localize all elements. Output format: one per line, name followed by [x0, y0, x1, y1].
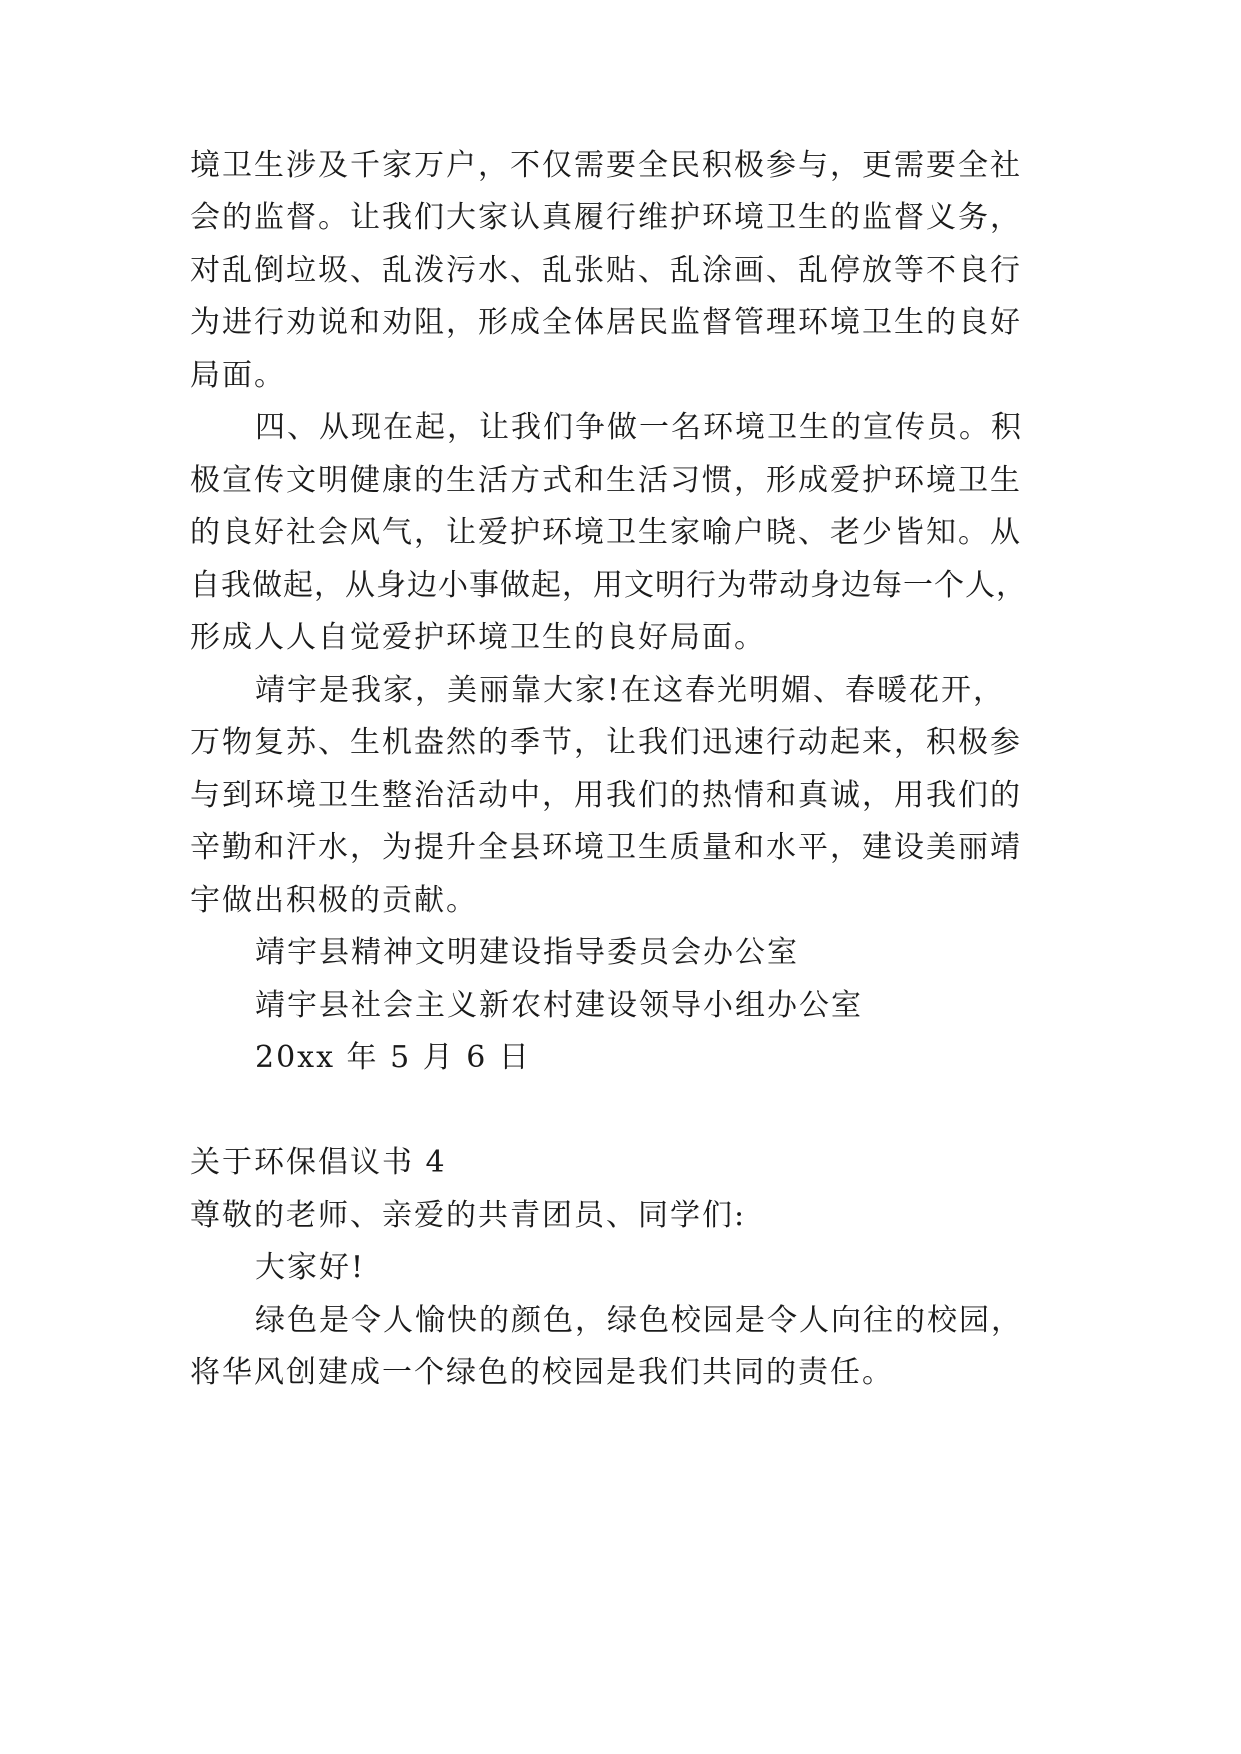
section-title: 关于环保倡议书 4 — [190, 1145, 447, 1180]
body-line: 为进行劝说和劝阻，形成全体居民监督管理环境卫生的良好 — [190, 305, 1022, 340]
body-line: 局面。 — [190, 358, 286, 393]
body-line: 万物复苏、生机盎然的季节，让我们迅速行动起来，积极参 — [190, 725, 1022, 760]
greeting: 大家好! — [255, 1250, 366, 1285]
body-line: 对乱倒垃圾、乱泼污水、乱张贴、乱涂画、乱停放等不良行 — [190, 253, 1022, 288]
body-line: 宇做出积极的贡献。 — [190, 883, 478, 918]
body-line: 与到环境卫生整治活动中，用我们的热情和真诚，用我们的 — [190, 778, 1022, 813]
paragraph-first-line: 四、从现在起，让我们争做一名环境卫生的宣传员。积 — [255, 410, 1023, 445]
signature-date: 20xx 年 5 月 6 日 — [255, 1040, 531, 1075]
body-line: 会的监督。让我们大家认真履行维护环境卫生的监督义务， — [190, 200, 1022, 235]
body-line: 极宣传文明健康的生活方式和生活习惯，形成爱护环境卫生 — [190, 463, 1022, 498]
body-line: 将华风创建成一个绿色的校园是我们共同的责任。 — [190, 1355, 894, 1390]
signature-org-2: 靖宇县社会主义新农村建设领导小组办公室 — [255, 988, 863, 1023]
signature-org-1: 靖宇县精神文明建设指导委员会办公室 — [255, 935, 799, 970]
body-line: 形成人人自觉爱护环境卫生的良好局面。 — [190, 620, 766, 655]
body-line: 的良好社会风气，让爱护环境卫生家喻户晓、老少皆知。从 — [190, 515, 1022, 550]
body-line: 辛勤和汗水，为提升全县环境卫生质量和水平，建设美丽靖 — [190, 830, 1022, 865]
body-line: 自我做起，从身边小事做起，用文明行为带动身边每一个人， — [190, 568, 1027, 603]
paragraph-first-line: 靖宇是我家，美丽靠大家!在这春光明媚、春暖花开， — [255, 673, 1006, 708]
body-line: 境卫生涉及千家万户，不仅需要全民积极参与，更需要全社 — [190, 148, 1022, 183]
paragraph-first-line: 绿色是令人愉快的颜色，绿色校园是令人向往的校园， — [255, 1303, 1023, 1338]
salutation: 尊敬的老师、亲爱的共青团员、同学们: — [190, 1198, 747, 1233]
